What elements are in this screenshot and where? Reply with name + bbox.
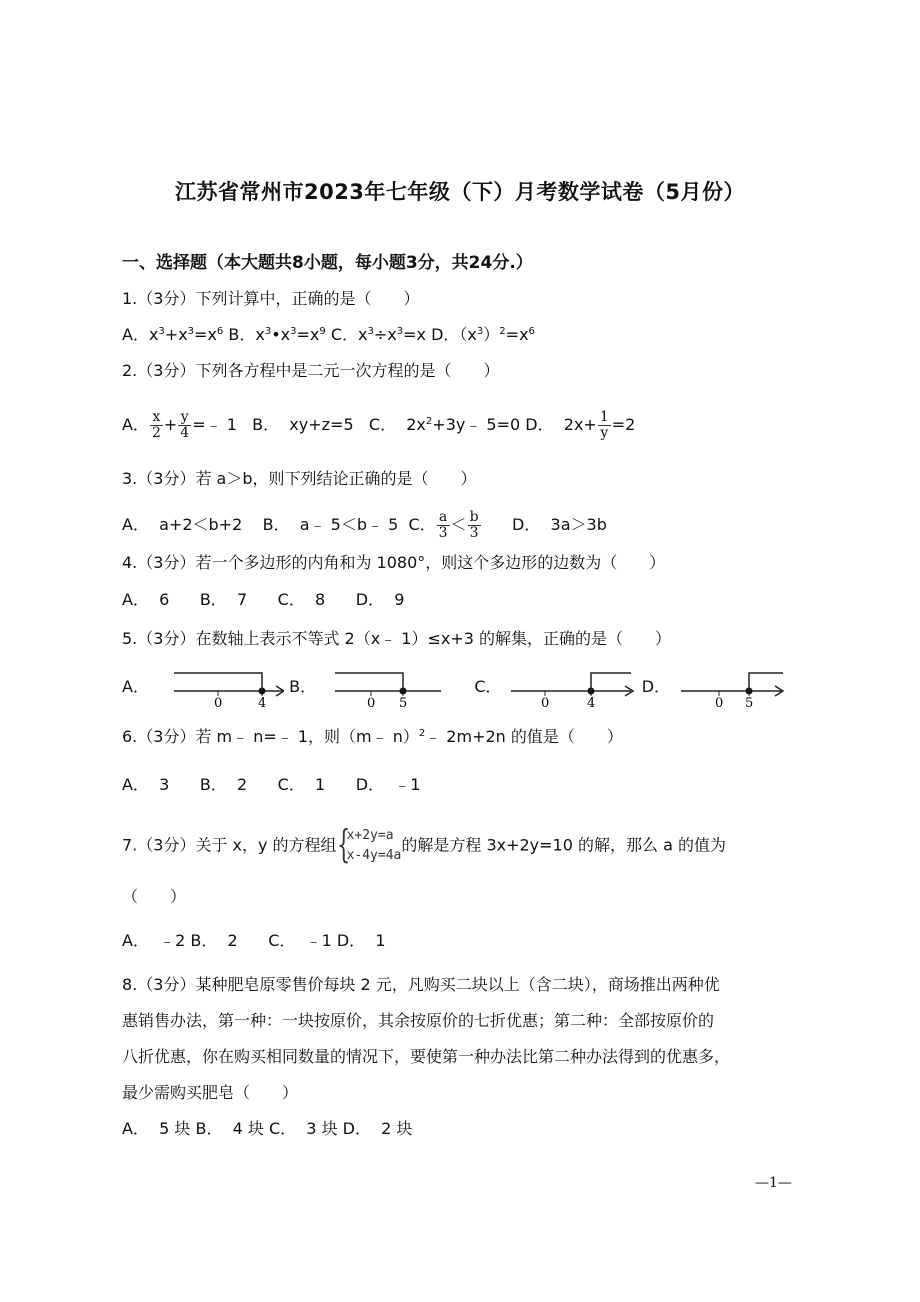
question-5-stem: 5.（3分）在数轴上表示不等式 2（x﹣ 1）≤x+3 的解集，正确的是（ ）: [122, 629, 671, 648]
svg-text:5: 5: [745, 695, 754, 710]
svg-text:0: 0: [214, 695, 223, 710]
svg-text:0: 0: [715, 695, 724, 710]
question-8-line-3: 八折优惠，你在购买相同数量的情况下，要使第一种办法比第二种办法得到的优惠多，: [122, 1047, 731, 1066]
page-title: 江苏省常州市2023年七年级（下）月考数学试卷（5月份）: [174, 180, 746, 204]
svg-text:0: 0: [540, 695, 549, 710]
fraction: $\frac{1}{y}$: [599, 409, 609, 441]
section-heading: 一、选择题（本大题共8小题，每小题3分，共24分.）: [122, 253, 533, 273]
question-6-options: A． 3 B． 2 C． 1 D． ﹣1: [122, 775, 421, 794]
number-line-a: [154, 666, 284, 710]
question-2-options: A． $\frac{x}{2}$ + $\frac{y}{4}$ =﹣ 1 B． xy+z=5 C． $2x^2+3y﹣$ 5=0 D． 2x+ $\frac{1}{y}$ =2: [122, 409, 636, 441]
fraction: $\frac{x}{2}$: [151, 409, 161, 441]
option-d-label: D．: [641, 677, 671, 696]
question-1-options: A．$x^3+x^3=x^6$ B．$x^3•x^3=x^9$ C．$x^3\div x^3=x$ D．$(x^3)^2=x^6$: [122, 325, 535, 344]
fraction: $\frac{b}{3}$: [469, 509, 479, 541]
question-7-options: A． ﹣2 B． 2 C． ﹣1 D． 1: [122, 931, 386, 950]
option-c-label: C．: [474, 677, 502, 696]
option-a-label: A．: [122, 677, 149, 696]
question-1-stem: 1.（3分）下列计算中，正确的是（ ）: [122, 289, 420, 308]
svg-text:4: 4: [586, 695, 595, 710]
question-8-line-4: 最少需购买肥皂（ ）: [122, 1083, 299, 1102]
brace-icon: {: [336, 822, 350, 866]
question-3-stem: 3.（3分）若 a＞b，则下列结论正确的是（ ）: [122, 469, 477, 488]
question-5-options: [122, 664, 787, 710]
fraction: $\frac{y}{4}$: [180, 409, 190, 441]
number-line-d: [675, 666, 787, 710]
equation-system: { x+2y=a x-4y=4a: [336, 822, 402, 866]
question-8-options: A． 5 块 B． 4 块 C． 3 块 D． 2 块: [122, 1119, 413, 1138]
svg-text:4: 4: [258, 695, 267, 710]
question-7-stem: 7.（3分）关于 x，y 的方程组 { x+2y=a x-4y=4a 的解是方程 3x+2y=10 的解，那么 a 的值为: [122, 822, 726, 866]
question-4-stem: 4.（3分）若一个多边形的内角和为 1080°，则这个多边形的边数为（ ）: [122, 553, 666, 572]
number-line-b: [321, 666, 451, 710]
question-4-options: A． 6 B． 7 C． 8 D． 9: [122, 590, 405, 609]
option-b-label: B．: [289, 677, 317, 696]
page-number: —1—: [755, 1175, 792, 1191]
number-line-c: [507, 666, 637, 710]
svg-text:0: 0: [367, 695, 376, 710]
question-3-options: A． a+2＜b+2 B． a﹣ 5＜b﹣ 5 C． $\frac{a}{3}$ ＜ $\frac{b}{3}$ D． 3a＞3b: [122, 509, 607, 541]
question-8-line-1: 8.（3分）某种肥皂原零售价每块 2 元，凡购买二块以上（含二块），商场推出两种优: [122, 975, 720, 994]
fraction: $\frac{a}{3}$: [438, 509, 448, 541]
question-6-stem: 6.（3分）若 m﹣ n=﹣ 1，则（m﹣ n）$^2$﹣ 2m+2n 的值是（ ）: [122, 727, 623, 746]
question-8-line-2: 惠销售办法，第一种：一块按原价，其余按原价的七折优惠；第二种：全部按原价的: [122, 1011, 715, 1030]
question-2-stem: 2.（3分）下列各方程中是二元一次方程的是（ ）: [122, 361, 500, 380]
question-7-paren: （ ）: [122, 887, 187, 906]
svg-text:5: 5: [399, 695, 408, 710]
